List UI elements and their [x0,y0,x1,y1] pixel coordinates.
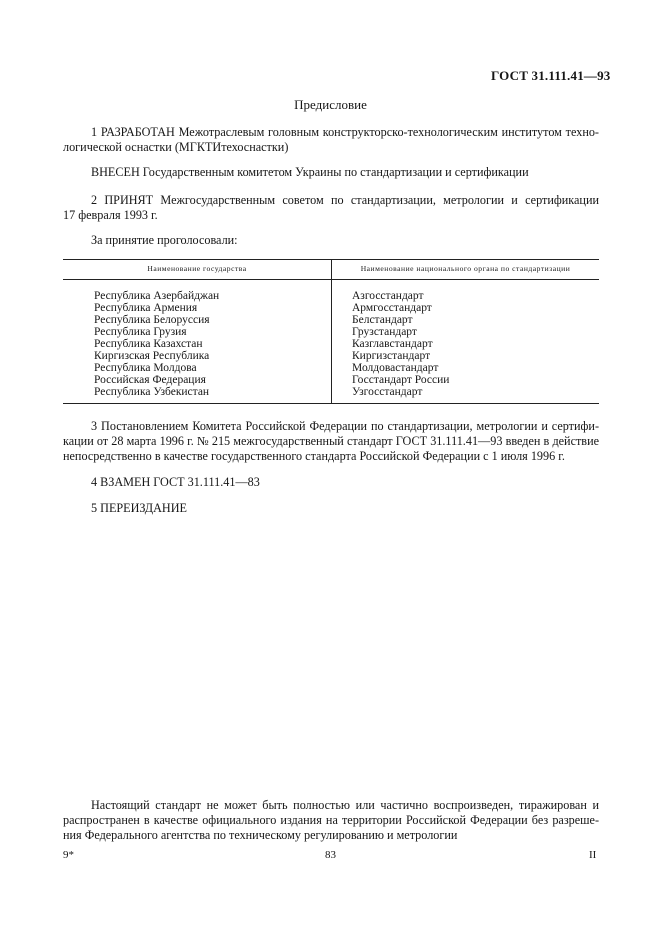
table-cell-state: Российская Федерация [94,374,206,386]
paragraph-line: 1 РАЗРАБОТАН Межотраслевым головным конструкторско-технологическим институтом техно- [91,125,599,139]
voting-table [63,259,599,404]
section-heading: Предисловие [294,97,367,112]
table-column-bodies [352,290,449,398]
table-cell-body: Молдовастандарт [352,362,439,374]
table-cell-state: Республика Азербайджан [94,290,220,302]
paragraph-line: непосредственно в качестве государственного стандарта Российской Федерации с 1 июля 1996 г. [63,449,565,463]
footer-roman-mark: II [589,849,597,861]
table-cell-state: Киргизская Республика [94,350,210,362]
paragraph-introduced-by: ВНЕСЕН Государственным комитетом Украины по стандартизации и сертификации [91,165,529,179]
paragraph-developed-by [63,125,599,155]
table-cell-state: Республика Грузия [94,326,187,338]
paragraph-line: 3 Постановлением Комитета Российской Федерации по стандартизации, метрологии и сертифи- [91,419,599,433]
copyright-notice [63,798,599,843]
paragraph-line: распространен в качестве официального издания на территории Российской Федерации без разреше- [63,813,599,827]
paragraph-adopted [63,193,599,223]
paragraph-line: 17 февраля 1993 г. [63,208,158,222]
table-cell-body: Узгосстандарт [352,386,423,398]
table-cell-body: Казглавстандарт [352,338,433,350]
document-code: ГОСТ 31.111.41—93 [491,68,611,83]
table-cell-state: Республика Казахстан [94,338,203,350]
paragraph-line: логической оснастки (МГКТИтехоснастки) [63,140,289,154]
paragraph-resolution [63,419,599,464]
paragraph-line: Настоящий стандарт не может быть полностью или частично воспроизведен, тиражирован и [91,798,599,812]
table-cell-body: Азгосстандарт [352,290,424,302]
paragraph-line: ния Федерального агентства по техническому регулированию и метрологии [63,828,458,842]
table-header-divider [63,279,599,280]
paragraph-replaces: 4 ВЗАМЕН ГОСТ 31.111.41—83 [91,475,260,489]
table-cell-state: Республика Молдова [94,362,197,374]
paragraph-line: 2 ПРИНЯТ Межгосударственным советом по стандартизации, метрологии и сертификации [91,193,599,207]
paragraph-line: кации от 28 марта 1996 г. № 215 межгосударственный стандарт ГОСТ 31.111.41—93 введен в действие [63,434,599,448]
table-header-state: Наименование государства [147,264,247,273]
table-cell-body: Армгосстандарт [352,302,432,314]
table-column-states [94,290,219,398]
page-number: 83 [325,849,336,861]
table-cell-body: Грузстандарт [352,326,417,338]
table-cell-body: Госстандарт России [352,374,450,386]
table-cell-state: Республика Белоруссия [94,314,210,326]
table-cell-body: Киргизстандарт [352,350,431,362]
table-cell-state: Республика Армения [94,302,198,314]
table-column-divider [331,260,332,403]
footer-signature-mark: 9* [63,849,74,861]
vote-intro: За принятие проголосовали: [91,233,238,247]
table-cell-state: Республика Узбекистан [94,386,210,398]
table-cell-body: Белстандарт [352,314,413,326]
table-header-body: Наименование национального органа по стандартизации [360,264,571,273]
paragraph-reissue: 5 ПЕРЕИЗДАНИЕ [91,501,187,515]
